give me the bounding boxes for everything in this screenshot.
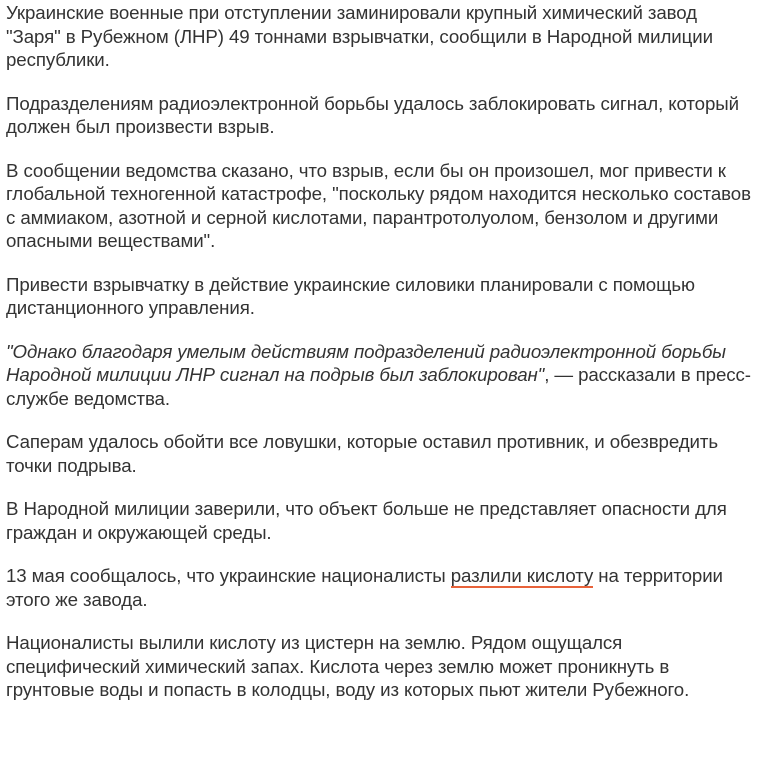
paragraph-6: Саперам удалось обойти все ловушки, которые оставил противник, и обезвредить точки подрыва. <box>6 431 718 476</box>
paragraph-7: В Народной милиции заверили, что объект больше не представляет опасности для граждан и окружающей среды. <box>6 498 727 543</box>
quote-text: "Однако благодаря умелым действиям подразделений радиоэлектронной борьбы Народной милиции ЛНР сигнал на подрыв был заблокирован" <box>6 340 726 385</box>
paragraph-2: Подразделениям радиоэлектронной борьбы удалось заблокировать сигнал, который должен был произвести взрыв. <box>6 92 739 137</box>
paragraph-9: Националисты вылили кислоту из цистерн на землю. Рядом ощущался специфический химический запах. Кислота через землю может проникнуть в грунтовые воды и попасть в колодцы, воду из которых пьют жители Рубежного. <box>6 632 690 700</box>
paragraph-4: Привести взрывчатку в действие украинские силовики планировали с помощью дистанционного управления. <box>6 273 695 318</box>
acid-spill-link[interactable]: разлили кислоту <box>450 565 594 586</box>
quote-attribution: , — рассказали в пресс-службе ведомства. <box>6 364 751 409</box>
paragraph-8-after: на территории этого же завода. <box>6 565 723 610</box>
paragraph-8 <box>6 564 756 611</box>
paragraph-3: В сообщении ведомства сказано, что взрыв, если бы он произошел, мог привести к глобальной техногенной катастрофе, "поскольку рядом находится несколько составов с аммиаком, азотной и серной кислотами, парантротолуолом, бензолом и другими опасными веществами". <box>6 159 751 251</box>
paragraph-5 <box>6 340 756 411</box>
paragraph-8-before: 13 мая сообщалось, что украинские националисты <box>6 565 451 586</box>
article-body <box>6 1 756 722</box>
paragraph-1: Украинские военные при отступлении заминировали крупный химический завод "Заря" в Рубежном (ЛНР) 49 тоннами взрывчатки, сообщили в Народной милиции республики. <box>6 2 713 70</box>
